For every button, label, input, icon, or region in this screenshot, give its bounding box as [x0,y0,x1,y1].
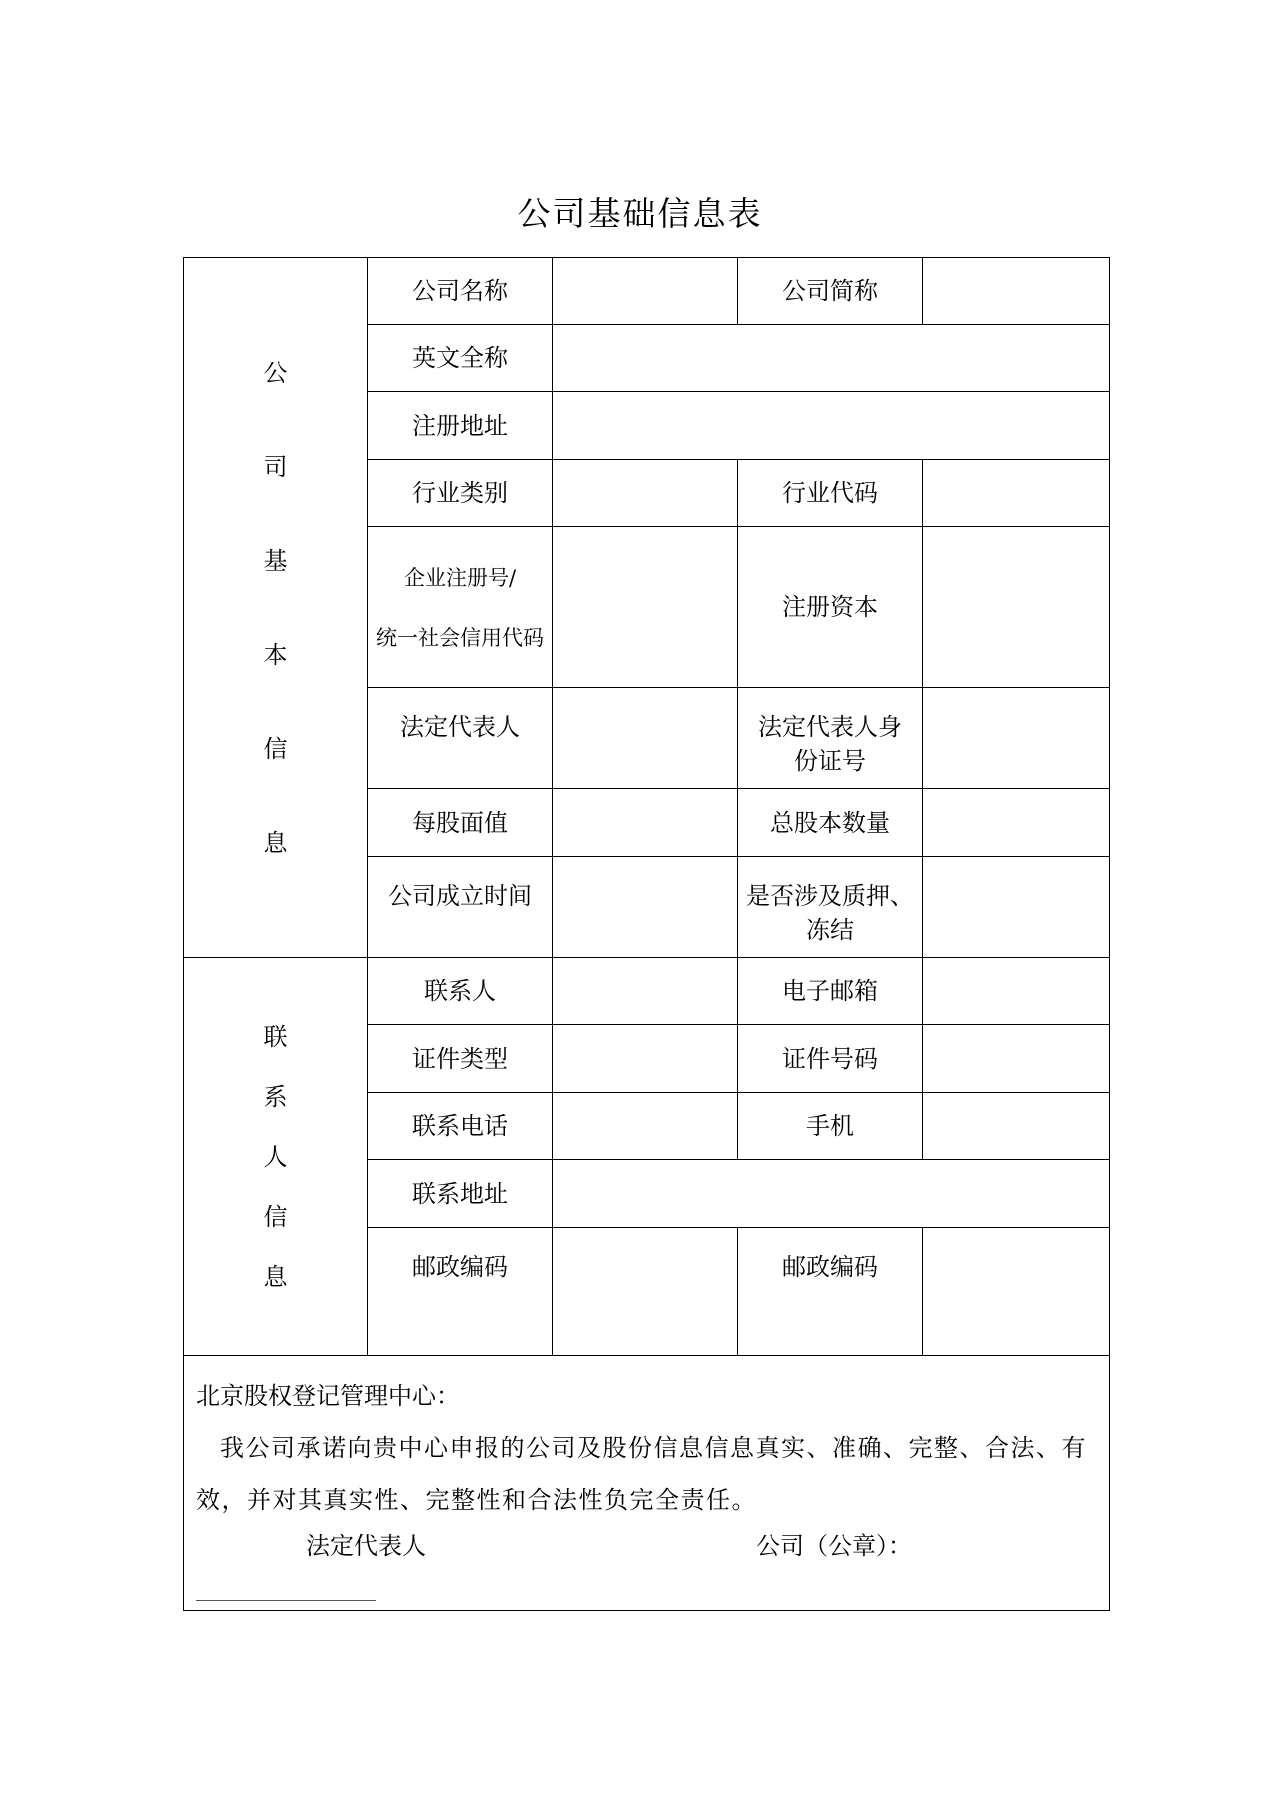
field-founded[interactable] [553,857,738,958]
section-basic-char: 信 [263,734,288,763]
section-contact-char: 信 [263,1202,288,1231]
label-company-name: 公司名称 [368,258,553,325]
label-contact-address: 联系地址 [368,1160,553,1228]
section-contact-char: 人 [263,1142,288,1171]
section-basic-char: 基 [263,546,288,575]
label-industry-type: 行业类别 [368,460,553,527]
field-contact-address[interactable] [553,1160,1110,1228]
label-reg-capital: 注册资本 [738,527,923,688]
section-contact-char: 系 [263,1082,288,1111]
section-label-contact [184,958,368,1356]
field-industry-code[interactable] [923,460,1110,527]
field-id-number[interactable] [923,1025,1110,1093]
label-email: 电子邮箱 [738,958,923,1025]
declaration-block [184,1356,1110,1611]
label-legal-rep: 法定代表人 [368,688,553,789]
label-phone: 联系电话 [368,1093,553,1160]
section-contact-char: 联 [263,1022,288,1051]
label-reg-number-line2: 统一社会信用代码 [376,626,544,650]
section-contact-char: 息 [263,1262,288,1291]
field-postcode-left[interactable] [553,1228,738,1356]
label-id-type: 证件类型 [368,1025,553,1093]
field-company-short[interactable] [923,258,1110,325]
field-reg-number[interactable] [553,527,738,688]
label-postcode-right: 邮政编码 [738,1228,923,1356]
label-founded: 公司成立时间 [368,857,553,958]
label-legal-rep-id-line2: 份证号 [794,747,866,775]
company-info-table [183,257,1110,1611]
field-legal-rep-id[interactable] [923,688,1110,789]
label-pledge-line1: 是否涉及质押、 [746,882,914,910]
label-contact-person: 联系人 [368,958,553,1025]
label-pledge-line2: 冻结 [806,916,854,944]
section-basic-char: 司 [263,452,288,481]
section-basic-char: 本 [263,640,288,669]
declaration-addressee: 北京股权登记管理中心： [196,1382,460,1410]
label-mobile: 手机 [738,1093,923,1160]
section-basic-char: 息 [263,828,288,857]
label-reg-number-line1: 企业注册号/ [403,566,517,590]
label-reg-number [368,527,553,688]
label-total-shares: 总股本数量 [738,789,923,857]
field-reg-address[interactable] [553,392,1110,460]
field-postcode-right[interactable] [923,1228,1110,1356]
label-english-name: 英文全称 [368,325,553,392]
field-company-name[interactable] [553,258,738,325]
declaration-body: 我公司承诺向贵中心申报的公司及股份信息信息真实、准确、完整、合法、有效，并对其真实性、完整性和合法性负完全责任。 [196,1434,1087,1514]
field-mobile[interactable] [923,1093,1110,1160]
field-industry-type[interactable] [553,460,738,527]
section-basic-char: 公 [263,358,288,387]
field-reg-capital[interactable] [923,527,1110,688]
field-english-name[interactable] [553,325,1110,392]
field-id-type[interactable] [553,1025,738,1093]
label-reg-address: 注册地址 [368,392,553,460]
label-pledge [738,857,923,958]
label-par-value: 每股面值 [368,789,553,857]
section-label-basic [184,258,368,958]
label-postcode-left: 邮政编码 [368,1228,553,1356]
form-title: 公司基础信息表 [517,194,763,233]
field-phone[interactable] [553,1093,738,1160]
signature-company-seal-label: 公司（公章）： [756,1532,912,1560]
field-par-value[interactable] [553,789,738,857]
label-legal-rep-id [738,688,923,789]
signature-row [196,1526,1099,1578]
label-legal-rep-id-line1: 法定代表人身 [758,713,902,741]
field-email[interactable] [923,958,1110,1025]
label-id-number: 证件号码 [738,1025,923,1093]
field-contact-person[interactable] [553,958,738,1025]
field-pledge[interactable] [923,857,1110,958]
field-legal-rep[interactable] [553,688,738,789]
field-total-shares[interactable] [923,789,1110,857]
label-company-short: 公司简称 [738,258,923,325]
signature-legal-rep-label: 法定代表人 [306,1532,426,1560]
label-industry-code: 行业代码 [738,460,923,527]
signature-line[interactable] [196,1600,376,1601]
